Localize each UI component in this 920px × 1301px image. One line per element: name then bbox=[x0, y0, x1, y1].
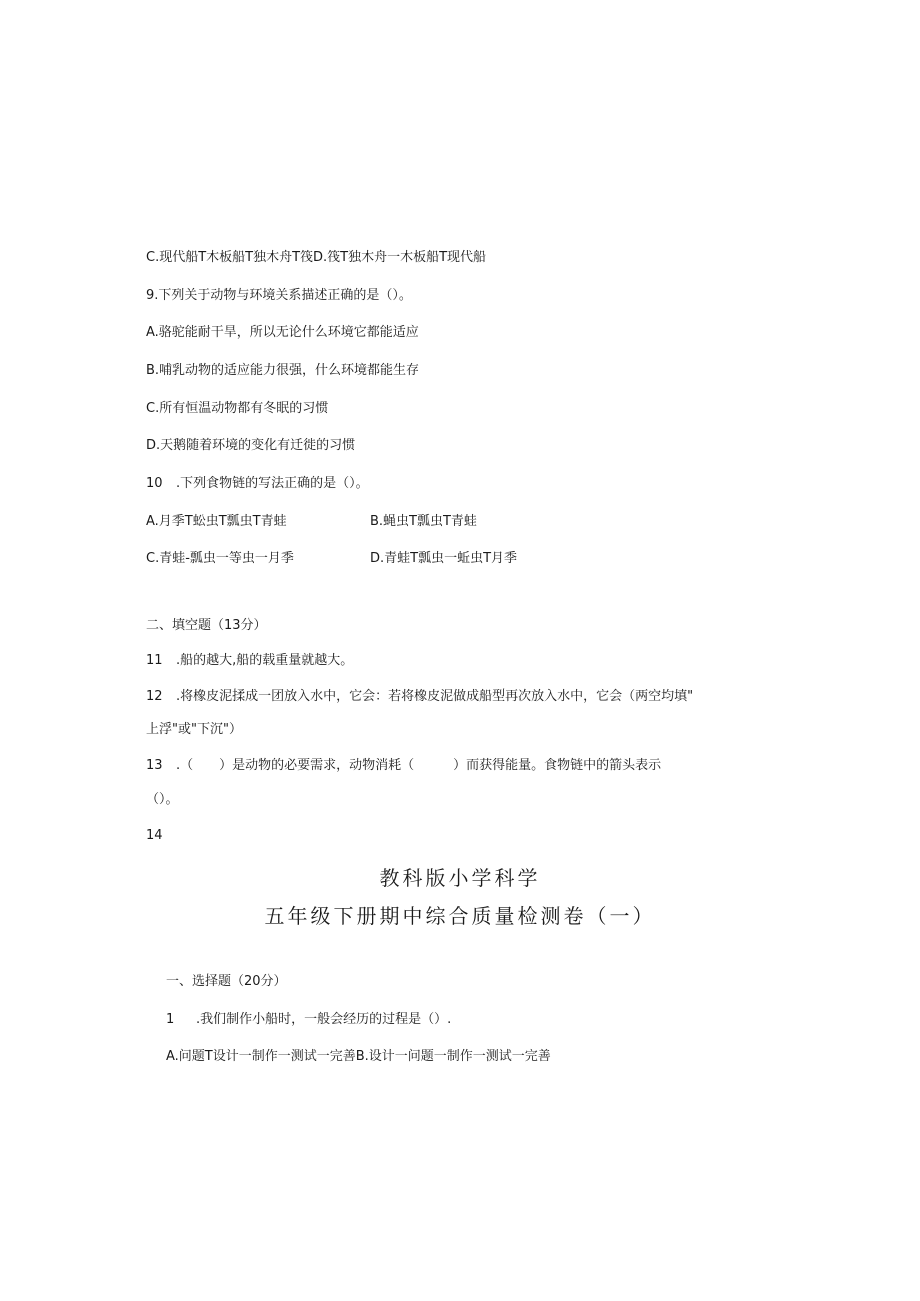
q9-option-b: B.哺乳动物的适应能力很强，什么环境都能生存 bbox=[146, 363, 420, 378]
q9-option-a: A.骆驼能耐干旱，所以无论什么环境它都能适应 bbox=[146, 325, 419, 340]
q13-continuation: （）。 bbox=[146, 792, 179, 807]
q12-continuation: 上浮"或"下沉"） bbox=[146, 722, 242, 737]
q14-number: 14 bbox=[146, 828, 163, 843]
q12-number: 12 bbox=[146, 689, 163, 704]
q1-text: .我们制作小船时，一般会经历的过程是（）. bbox=[196, 1012, 452, 1027]
q11 bbox=[146, 652, 353, 670]
q12 bbox=[146, 688, 693, 706]
q13-text: .（ ）是动物的必要需求，动物消耗（ ）而获得能量。食物链中的箭头表示 bbox=[176, 758, 662, 773]
q9-option-c: C.所有恒温动物都有冬眠的习惯 bbox=[146, 401, 329, 416]
q13 bbox=[146, 757, 661, 775]
q1-stem bbox=[166, 1011, 451, 1029]
q11-text: .船的越大,船的载重量就越大。 bbox=[176, 653, 354, 668]
q11-number: 11 bbox=[146, 653, 163, 668]
q10-option-a: A.月季T蚣虫T瓢虫T青蛙 bbox=[146, 514, 287, 529]
q9-stem: 9.下列关于动物与环境关系描述正确的是（）。 bbox=[146, 288, 412, 303]
q10-option-b: B.蝇虫T瓢虫T青蛙 bbox=[370, 514, 477, 529]
q10-option-d: D.青蛙T瓢虫一蚯虫T月季 bbox=[370, 551, 518, 566]
q1-options-ab: A.问题T设计一制作一测试一完善B.设计一问题一制作一测试一完善 bbox=[166, 1049, 551, 1064]
q13-number: 13 bbox=[146, 758, 163, 773]
q12-text: .将橡皮泥揉成一团放入水中，它会：若将橡皮泥做成船型再次放入水中，它会（两空均填" bbox=[176, 689, 694, 704]
q8-option-cd: C.现代船T木板船T独木舟T筏D.筏T独木舟一木板船T现代船 bbox=[146, 250, 487, 265]
section2-heading: 二、填空题（13分） bbox=[146, 618, 267, 633]
q9-option-d: D.天鹅随着环境的变化有迁徙的习惯 bbox=[146, 438, 356, 453]
exam-title-line1: 教科版小学科学 bbox=[379, 866, 541, 890]
section1-heading: 一、选择题（20分） bbox=[166, 974, 287, 989]
q10-text: .下列食物链的写法正确的是（）。 bbox=[176, 476, 369, 491]
q1-number: 1 bbox=[166, 1012, 175, 1027]
q10-option-c: C.青蛙-瓢虫一等虫一月季 bbox=[146, 551, 294, 566]
exam-title-line2: 五年级下册期中综合质量检测卷（一） bbox=[264, 904, 656, 928]
q10-stem bbox=[146, 475, 369, 493]
q10-number: 10 bbox=[146, 476, 163, 491]
